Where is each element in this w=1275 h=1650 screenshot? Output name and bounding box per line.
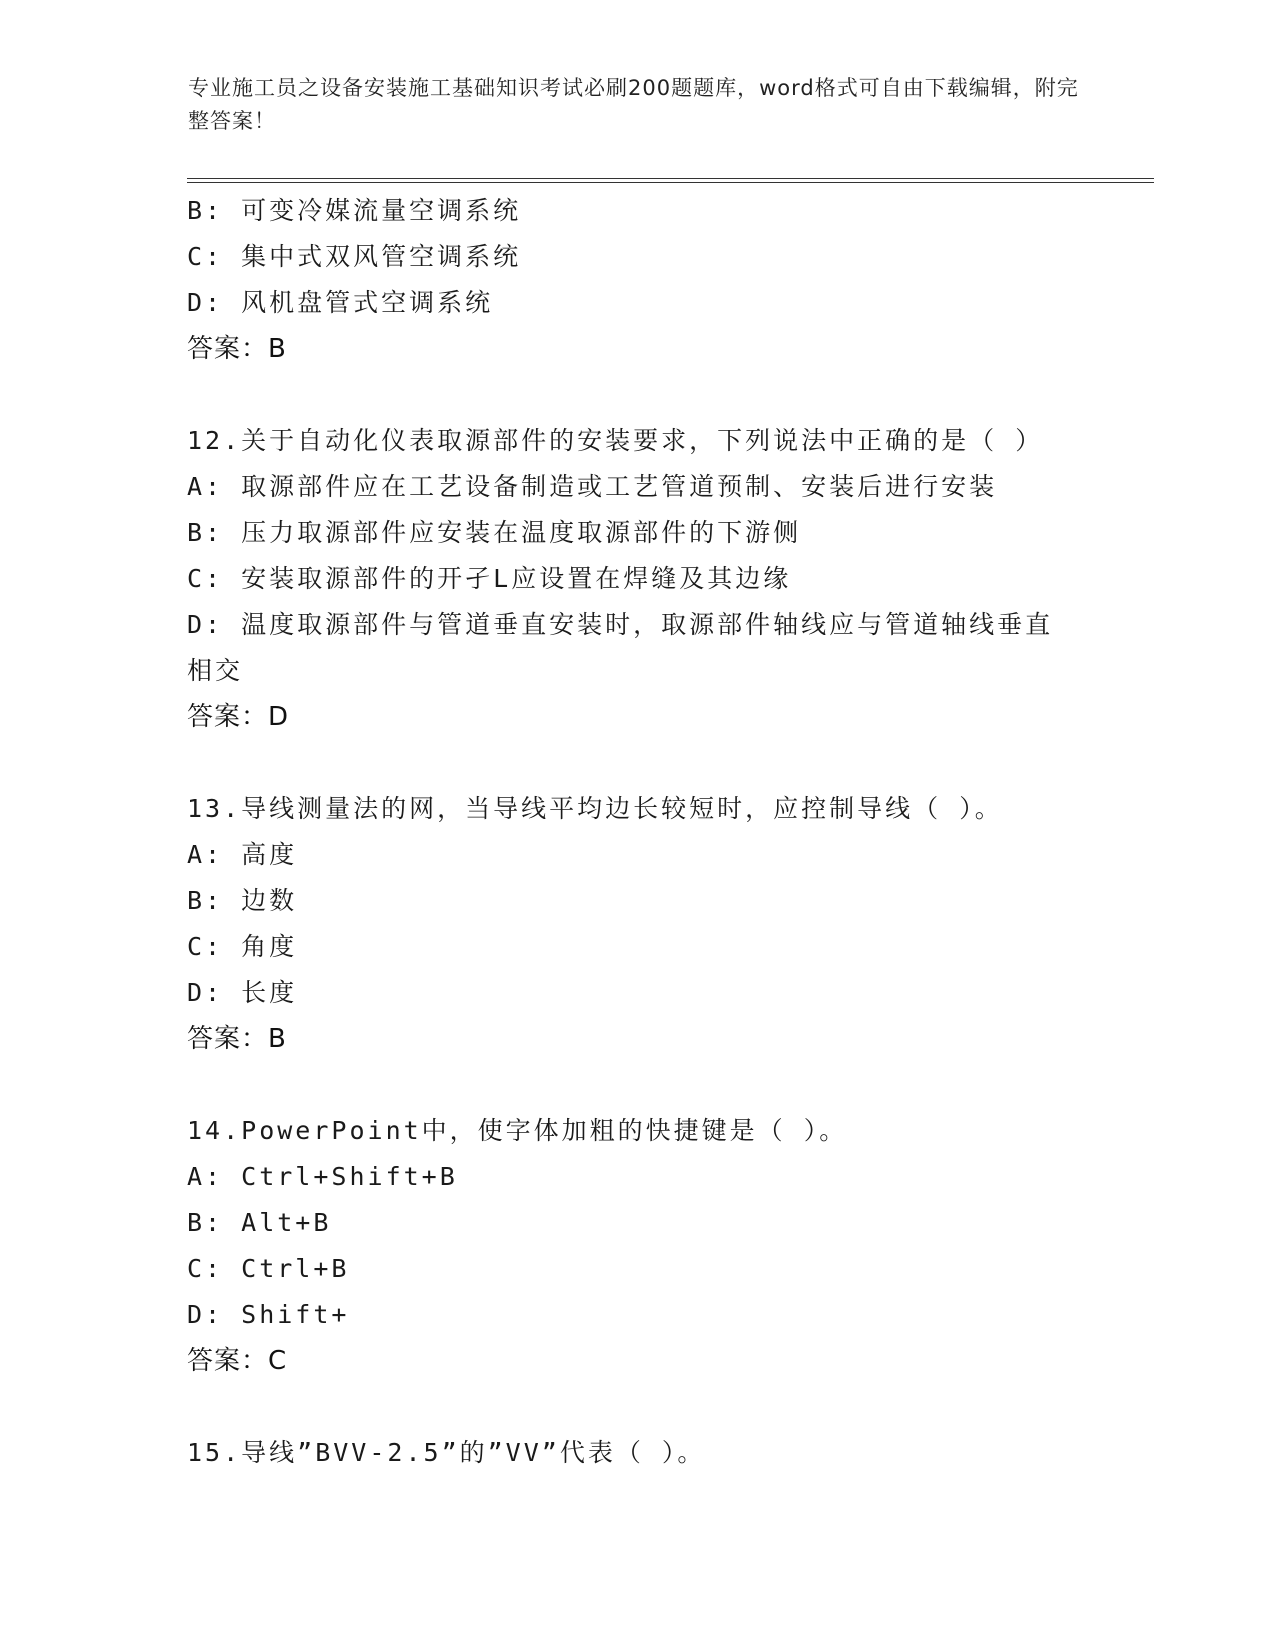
option-b: B: Alt+B — [187, 1208, 332, 1237]
option-b: B: 可变冷媒流量空调系统 — [187, 196, 522, 225]
question-block-11 — [187, 188, 1087, 372]
option-a: A: 高度 — [187, 840, 298, 869]
question-block-12 — [187, 418, 1087, 740]
spacer — [187, 372, 1087, 418]
option-d: D: Shift+ — [187, 1300, 350, 1329]
option-a: A: 取源部件应在工艺设备制造或工艺管道预制、安装后进行安装 — [187, 472, 998, 501]
option-c: C: Ctrl+B — [187, 1254, 350, 1283]
option-b: B: 边数 — [187, 886, 298, 915]
question-content — [187, 188, 1087, 1476]
answer-line: 答案：B — [187, 334, 287, 364]
header-title: 专业施工员之设备安装施工基础知识考试必刷200题题库，word格式可自由下载编辑，附完整答案！ — [188, 76, 1079, 133]
question-text: 15.导线”BVV-2.5”的”VV”代表（ ）。 — [187, 1438, 706, 1467]
question-block-15 — [187, 1430, 1087, 1476]
option-c: C: 角度 — [187, 932, 298, 961]
document-header — [188, 72, 1088, 138]
answer-line: 答案：C — [187, 1346, 288, 1376]
spacer — [187, 740, 1087, 786]
header-divider — [187, 178, 1154, 183]
option-b: B: 压力取源部件应安装在温度取源部件的下游侧 — [187, 518, 802, 547]
question-block-14 — [187, 1108, 1087, 1384]
question-text: 12.关于自动化仪表取源部件的安装要求，下列说法中正确的是（ ） — [187, 426, 1044, 455]
option-a: A: Ctrl+Shift+B — [187, 1162, 458, 1191]
answer-line: 答案：D — [187, 702, 290, 732]
option-c: C: 集中式双风管空调系统 — [187, 242, 522, 271]
option-d: D: 风机盘管式空调系统 — [187, 288, 494, 317]
question-block-13 — [187, 786, 1087, 1062]
question-text: 14.PowerPoint中，使字体加粗的快捷键是（ ）。 — [187, 1116, 848, 1145]
spacer — [187, 1062, 1087, 1108]
option-c: C: 安装取源部件的开孑L应设置在焊缝及其边缘 — [187, 564, 792, 593]
option-d: D: 长度 — [187, 978, 298, 1007]
answer-line: 答案：B — [187, 1024, 287, 1054]
question-text: 13.导线测量法的网，当导线平均边长较短时，应控制导线（ ）。 — [187, 794, 1003, 823]
option-d: D: 温度取源部件与管道垂直安装时，取源部件轴线应与管道轴线垂直相交 — [187, 610, 1054, 685]
spacer — [187, 1384, 1087, 1430]
